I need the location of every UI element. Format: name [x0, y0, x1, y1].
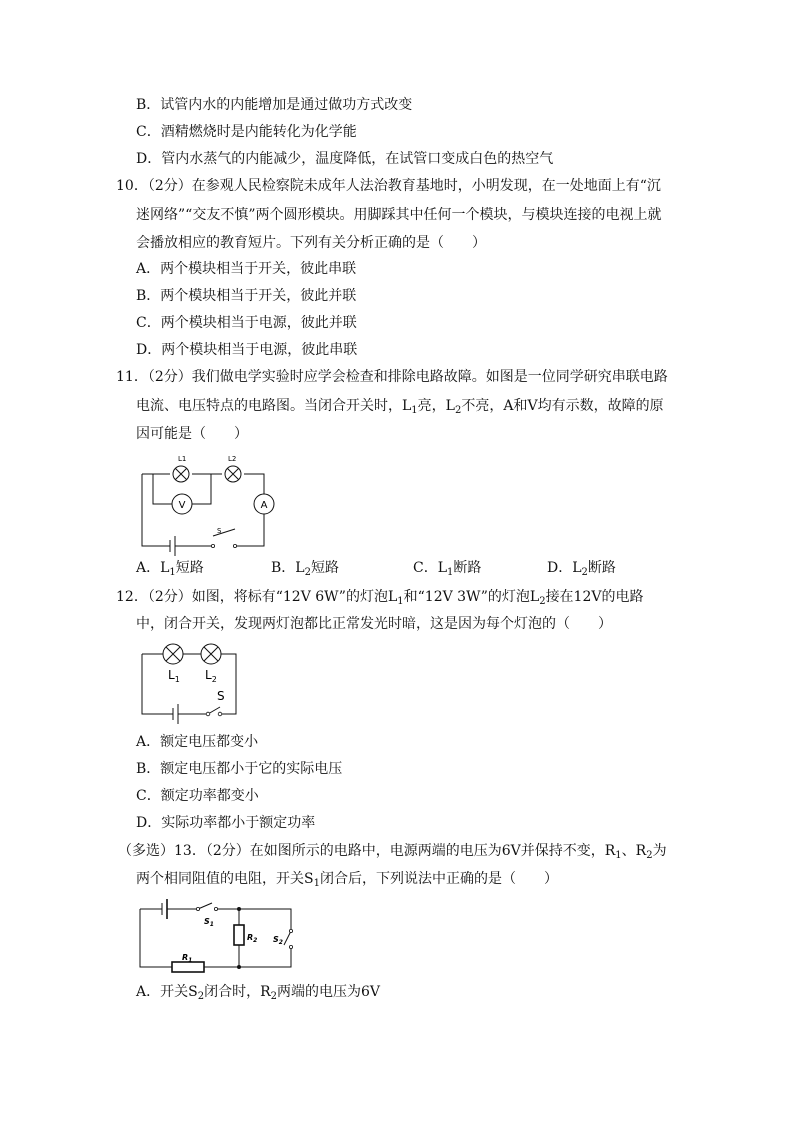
q10-option-a: A．两个模块相当于开关，彼此串联	[136, 261, 357, 277]
q10-stem-line3: 会播放相应的教育短片。下列有关分析正确的是（ ）	[136, 235, 486, 251]
q12-stem-line2: 中，闭合开关，发现两灯泡都比正常发光时暗，这是因为每个灯泡的（ ）	[136, 616, 612, 632]
q10-stem-line1: 10．（2分）在参观人民检察院未成年人法治教育基地时，小明发现，在一处地面上有“沉	[116, 178, 661, 194]
q11-stem-line3: 因可能是（ ）	[136, 426, 248, 442]
q11-fig-ammeter-label: A	[260, 500, 268, 511]
q13-stem-line2: 两个相同阻值的电阻，开关$S_1$闭合后，下列说法中正确的是（ ）	[136, 871, 558, 889]
q13-fig-label-r1: $R_1$	[182, 953, 193, 964]
q13-fig-label-s2: $S_2$	[273, 935, 283, 946]
q11-circuit-diagram	[130, 448, 290, 558]
q13-stem-line1: （多选）13．（2分）在如图所示的电路中，电源两端的电压为6V并保持不变，$R_1$、$R_2$为	[118, 843, 667, 861]
q9-option-b: B．试管内水的内能增加是通过做功方式改变	[136, 97, 413, 113]
q13-option-a: A．开关$S_2$闭合时，$R_2$两端的电压为6V	[136, 984, 381, 1002]
q12-fig-label-l1: $L_1$	[168, 668, 180, 684]
q11-fig-voltmeter-label: V	[178, 500, 186, 511]
q12-option-c: C．额定功率都变小	[136, 788, 259, 804]
q12-option-b: B．额定电压都小于它的实际电压	[136, 761, 343, 777]
q11-fig-label-l2: L2	[228, 455, 237, 463]
q11-fig-label-l1: L1	[178, 455, 187, 463]
q10-option-c: C．两个模块相当于电源，彼此并联	[136, 315, 357, 331]
q12-circuit-diagram	[134, 640, 244, 720]
q13-fig-label-s1: $S_1$	[204, 917, 214, 928]
q9-option-c: C．酒精燃烧时是内能转化为化学能	[136, 124, 357, 140]
q12-stem-line1: 12．（2分）如图，将标有“12V 6W”的灯泡$L_1$和“12V 3W”的灯泡$L_2$接在12V的电路	[116, 589, 644, 607]
q11-fig-switch-label: S	[217, 527, 222, 535]
q11-stem-line2: 电流、电压特点的电路图。当闭合开关时，$L_1$亮，$L_2$不亮，A和V均有示数，故障的原	[136, 398, 664, 416]
q10-option-b: B．两个模块相当于开关，彼此并联	[136, 288, 357, 304]
q11-stem-line1: 11．（2分）我们做电学实验时应学会检查和排除电路故障。如图是一位同学研究串联电路	[116, 369, 668, 385]
q9-option-d: D．管内水蒸气的内能减少，温度降低，在试管口变成白色的热空气	[136, 151, 554, 167]
q11-option-c: C．$L_1$断路	[413, 560, 482, 578]
q13-fig-label-r2: $R_2$	[247, 933, 258, 944]
q12-fig-label-l2: $L_2$	[205, 668, 217, 684]
q13-circuit-diagram	[136, 897, 296, 975]
q12-fig-switch-label: S	[217, 689, 225, 703]
q11-option-b: B．$L_2$短路	[271, 560, 339, 578]
q10-stem-line2: 迷网络”“交友不慎”两个圆形模块。用脚踩其中任何一个模块，与模块连接的电视上就	[136, 207, 662, 223]
q11-option-d: D．$L_2$断路	[547, 560, 616, 578]
q10-option-d: D．两个模块相当于电源，彼此串联	[136, 342, 358, 358]
q12-option-a: A．额定电压都变小	[136, 734, 259, 750]
q12-option-d: D．实际功率都小于额定功率	[136, 815, 316, 831]
q11-option-a: A．$L_1$短路	[136, 560, 204, 578]
